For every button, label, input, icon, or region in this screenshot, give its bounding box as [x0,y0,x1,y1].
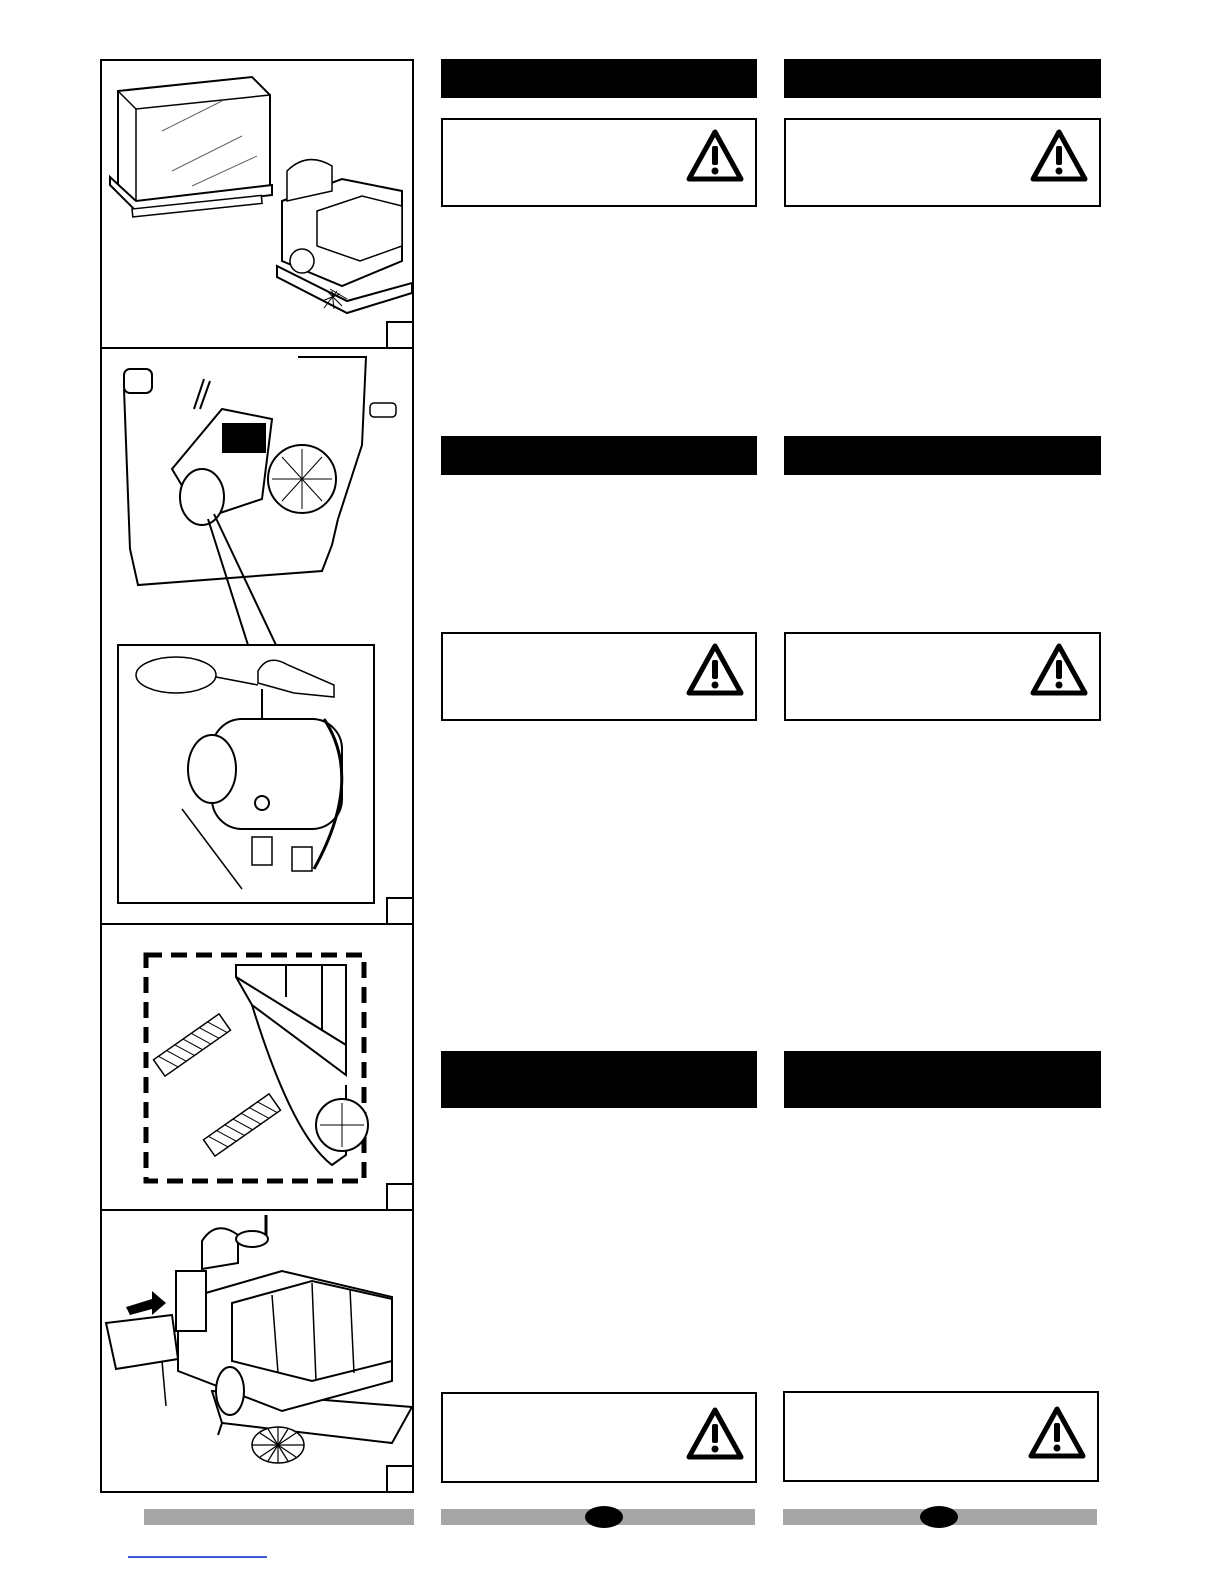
figure-number-tag [386,897,412,923]
section-header-bar [784,436,1101,475]
engine-compartment-illustration [102,349,412,923]
warning-triangle-icon [685,128,745,184]
link-underline[interactable] [128,1556,267,1558]
warning-triangle-icon [1027,1405,1087,1461]
packaged-machine-illustration [102,61,412,347]
machine-unloading-ramp-illustration [102,1211,412,1491]
warning-box [783,1391,1099,1482]
figure-number-tag [386,321,412,347]
warning-triangle-icon [685,642,745,698]
warning-box [441,118,757,207]
warning-triangle-icon [1029,128,1089,184]
figure-panel-1 [100,59,414,349]
warning-triangle-icon [1029,642,1089,698]
section-header-bar [784,1051,1101,1108]
warning-box [441,1392,757,1483]
section-header-bar [784,59,1101,98]
section-header-bar [441,59,757,98]
warning-box [784,632,1101,721]
page-number-badge [920,1506,958,1528]
section-header-bar [441,436,757,475]
figure-number-tag [386,1465,412,1491]
warning-box [441,632,757,721]
warning-box [784,118,1101,207]
figure-number-tag [386,1183,412,1209]
section-header-bar [441,1051,757,1108]
footer-band-left [144,1509,414,1525]
callout-label [136,659,216,693]
figure-panel-4 [100,1209,414,1493]
page-number-badge [585,1506,623,1528]
figure-panel-3 [100,923,414,1211]
brush-hook-detail-illustration [102,925,412,1209]
warning-triangle-icon [685,1406,745,1462]
figure-panel-2 [100,347,414,925]
